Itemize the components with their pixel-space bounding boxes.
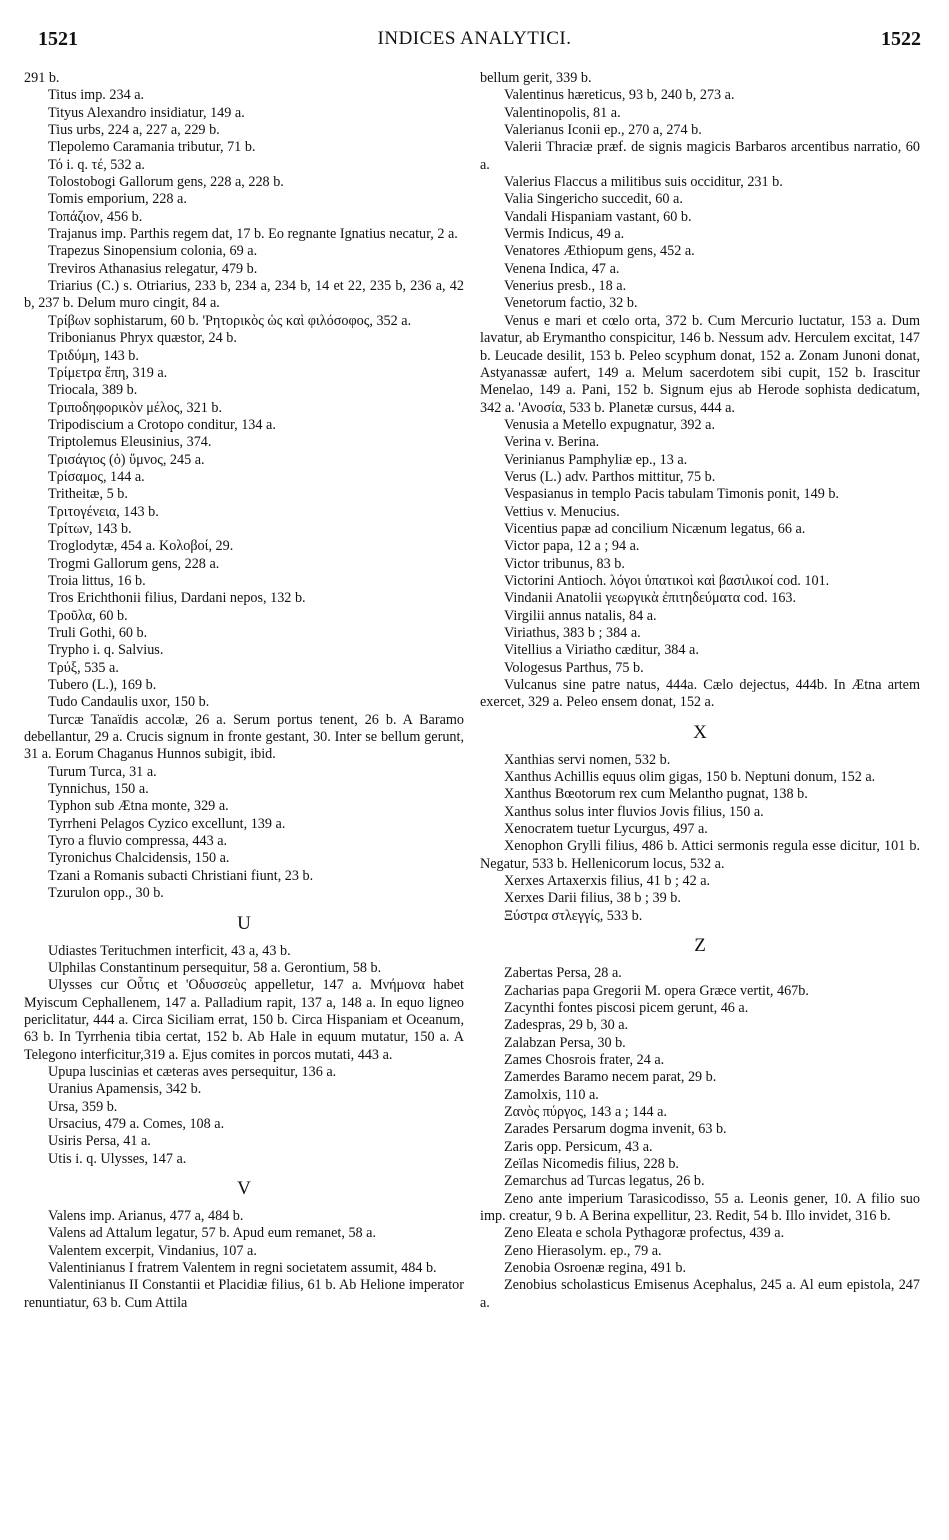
index-entry: Τρίβων sophistarum, 60 b. 'Ρητορικὸς ὡς καὶ φιλόσοφος, 352 a. xyxy=(48,312,412,329)
index-entry: Venena Indica, 47 a. xyxy=(504,260,620,277)
index-entry: Vandali Hispaniam vastant, 60 b. xyxy=(504,208,692,225)
index-entry: Tomis emporium, 228 a. xyxy=(48,191,187,208)
index-entry: Tyronichus Chalcidensis, 150 a. xyxy=(48,850,230,867)
index-entry: Zamolxis, 110 a. xyxy=(504,1086,599,1103)
index-entry: Valentinianus I fratrem Valentem in regni societatem assumit, 484 b. xyxy=(48,1260,437,1276)
index-entry: Tritheitæ, 5 b. xyxy=(48,486,128,503)
index-entry: Τροῦλα, 60 b. xyxy=(48,607,128,624)
index-entry: Ξύστρα στλεγγίς, 533 b. xyxy=(504,907,643,924)
index-entry: Tros Erichthonii filius, Dardani nepos, 132 b. xyxy=(48,590,306,607)
index-entry: Xerxes Artaxerxis filius, 41 b ; 42 a. xyxy=(504,873,711,890)
index-entry: Valens ad Attalum legatur, 57 b. Apud eum remanet, 58 a. xyxy=(48,1225,377,1242)
index-entry: Tolostobogi Gallorum gens, 228 a, 228 b. xyxy=(48,174,284,191)
index-entry: Udiastes Terituchmen interficit, 43 a, 43 b. xyxy=(48,942,291,959)
index-entry: Tribonianus Phryx quæstor, 24 b. xyxy=(48,330,237,347)
index-entry: Vologesus Parthus, 75 b. xyxy=(504,659,644,676)
index-entry: Utis i. q. Ulysses, 147 a. xyxy=(48,1150,187,1167)
index-entry: Triptolemus Eleusinius, 374. xyxy=(48,434,212,451)
index-entry: Valerianus Iconii ep., 270 a, 274 b. xyxy=(504,122,702,139)
index-entry: Venatores Æthiopum gens, 452 a. xyxy=(504,243,695,260)
index-entry: Upupa luscinias et cæteras aves persequitur, 136 a. xyxy=(48,1063,337,1080)
index-entry: Xanthus Achillis equus olim gigas, 150 b. Neptuni donum, 152 a. xyxy=(504,769,876,786)
index-entry: Tubero (L.), 169 b. xyxy=(48,677,157,694)
index-entry: Ursacius, 479 a. Comes, 108 a. xyxy=(48,1115,225,1132)
index-entry: 291 b. xyxy=(24,70,60,86)
index-entry: Valens imp. Arianus, 477 a, 484 b. xyxy=(48,1207,244,1224)
index-entry: Venus e mari et cœlo orta, 372 b. Cum Mercurio luctatur, 153 a. Dum lavatur, ab Erymantho conspicitur, 146 b. Nessum adv. Herculem excitat, 147 b. Leucade desilit, 153 b. Peleo scyphum donat, 152 a. Zonam Junoni donat, Astyanassæ aufert, 149 a. Melum sacerdotem sibi cupit, 152 b. Irascitur Menelao, 149 a. Pani, 152 b. Signum ejus ab Herode sophista dedicatum, 342 a. 'Ανοσία, 533 b. Planetæ cursus, 444 a. xyxy=(480,312,920,416)
index-entry: Tityus Alexandro insidiatur, 149 a. xyxy=(48,104,245,121)
index-entry: Virgilii annus natalis, 84 a. xyxy=(504,607,657,624)
index-entry: Zeno Hierasolym. ep., 79 a. xyxy=(504,1242,662,1259)
index-entry: Ulysses cur Οὖτις et 'Οδυσσεὺς appelletur, 147 a. Μνήμονα habet Myiscum Cephallenem, 147 a. Palladium rapit, 137 a, 148 a. In equo ligneo periclitatur, 444 a. Circa Siciliam errat, 150 b. Circa Hispaniam et Oceanum, 63 b. In Tyrrhenia tibia certat, 152 b. Ab Hale in equum mutatur, 150 a. A Telegono interficitur,319 a. Ejus comites in porcos mutati, 443 a. xyxy=(24,977,464,1063)
section-letter: V xyxy=(237,1177,251,1199)
index-entry: Τρίμετρα ἔπη, 319 a. xyxy=(48,364,168,381)
index-entry: Valerii Thraciæ præf. de signis magicis Barbaros arcentibus narratio, 60 a. xyxy=(480,139,920,173)
index-entry: Verina v. Berina. xyxy=(504,434,600,451)
section-letter: Z xyxy=(694,935,706,957)
index-entry: Tlepolemo Caramania tributur, 71 b. xyxy=(48,139,256,156)
index-entry: Trypho i. q. Salvius. xyxy=(48,642,164,659)
index-entry: Zaris opp. Persicum, 43 a. xyxy=(504,1138,653,1155)
index-entry: Valerius Flaccus a militibus suis occiditur, 231 b. xyxy=(504,174,783,191)
index-entry: Τρίτων, 143 b. xyxy=(48,520,132,537)
index-entry: Usiris Persa, 41 a. xyxy=(48,1133,151,1150)
index-entry: Τριτογένεια, 143 b. xyxy=(48,503,159,520)
index-entry: Vitellius a Viriatho cæditur, 384 a. xyxy=(504,642,699,659)
index-entry: Τρισάγιος (ὁ) ὕμνος, 245 a. xyxy=(48,451,205,468)
index-entry: Viriathus, 383 b ; 384 a. xyxy=(504,625,641,641)
section-letter: U xyxy=(237,912,251,934)
index-entry: Zeno Eleata e schola Pythagoræ profectus, 439 a. xyxy=(504,1225,785,1242)
index-entry: Ulphilas Constantinum persequitur, 58 a. Gerontium, 58 b. xyxy=(48,959,382,976)
index-entry: Tynnichus, 150 a. xyxy=(48,781,149,798)
index-entry: Victor papa, 12 a ; 94 a. xyxy=(504,538,640,555)
index-entry: Uranius Apamensis, 342 b. xyxy=(48,1081,202,1098)
index-entry: Vettius v. Menucius. xyxy=(504,503,620,520)
index-entry: Xenocratem tuetur Lycurgus, 497 a. xyxy=(504,821,708,838)
index-entry: Valentem excerpit, Vindanius, 107 a. xyxy=(48,1242,257,1259)
index-entry: Trapezus Sinopensium colonia, 69 a. xyxy=(48,243,258,260)
page-number-right: 1522 xyxy=(881,28,921,50)
index-entry: Valentinianus II Constantii et Placidiæ filius, 61 b. Ab Helione imperator renuntiatur, 63 b. Cum Attila xyxy=(24,1277,464,1311)
index-entry: Vulcanus sine patre natus, 444a. Cælo dejectus, 444b. In Ætna artem exercet, 329 a. Peleo ensem donat, 152 a. xyxy=(480,677,920,711)
index-entry: Tius urbs, 224 a, 227 a, 229 b. xyxy=(48,122,220,139)
index-entry: Trogmi Gallorum gens, 228 a. xyxy=(48,555,220,572)
index-entry: Xanthus Bœotorum rex cum Melantho pugnat, 138 b. xyxy=(504,786,808,803)
index-entry: Zenobia Osroenæ regina, 491 b. xyxy=(504,1260,687,1276)
index-entry: Tzurulon opp., 30 b. xyxy=(48,885,164,902)
index-entry: Zames Chosrois frater, 24 a. xyxy=(504,1051,665,1068)
index-entry: Tripodiscium a Crotopo conditur, 134 a. xyxy=(48,416,276,433)
page-number-left: 1521 xyxy=(38,28,78,50)
index-entry: Typhon sub Ætna monte, 329 a. xyxy=(48,798,229,815)
index-entry: Zenobius scholasticus Emisenus Acephalus, 245 a. Al eum epistola, 247 a. xyxy=(480,1277,920,1311)
index-entry: Zeïlas Nicomedis filius, 228 b. xyxy=(504,1155,679,1172)
index-entry: Venetorum factio, 32 b. xyxy=(504,295,638,312)
index-entry: Vespasianus in templo Pacis tabulam Timonis ponit, 149 b. xyxy=(504,486,839,503)
index-entry: Tzani a Romanis subacti Christiani fiunt, 23 b. xyxy=(48,867,314,884)
index-entry: Zacharias papa Gregorii M. opera Græce vertit, 467b. xyxy=(504,982,809,999)
index-entry: Turcæ Tanaïdis accolæ, 26 a. Serum portus tenent, 26 b. A Baramo debellantur, 29 a. Crucis signum in fronte gestant, 30. Inter se bellum gerunt, 31 a. Eorum Chaganus Hunnos subigit, ibid. xyxy=(24,711,464,763)
index-entry: Titus imp. 234 a. xyxy=(48,87,145,104)
index-entry: Zabertas Persa, 28 a. xyxy=(504,965,622,982)
index-entry: Τριδύμη, 143 b. xyxy=(48,347,139,364)
index-entry: Triarius (C.) s. Otriarius, 233 b, 234 a, 234 b, 14 et 22, 235 b, 236 a, 42 b, 237 b. Delum muro cingit, 84 a. xyxy=(24,278,464,312)
index-entry: Τοπάζιον, 456 b. xyxy=(48,208,143,225)
index-entry: bellum gerit, 339 b. xyxy=(480,70,592,86)
right-column xyxy=(480,70,920,1312)
index-entry: Venusia a Metello expugnatur, 392 a. xyxy=(504,416,716,433)
index-entry: Troglodytæ, 454 a. Κολοβοί, 29. xyxy=(48,538,234,555)
index-entry: Triocala, 389 b. xyxy=(48,382,138,399)
index-entry: Zadespras, 29 b, 30 a. xyxy=(504,1017,629,1034)
index-entry: Trajanus imp. Parthis regem dat, 17 b. Eo regnante Ignatius necatur, 2 a. xyxy=(48,226,458,243)
index-entry: Vermis Indicus, 49 a. xyxy=(504,226,625,243)
index-entry: Treviros Athanasius relegatur, 479 b. xyxy=(48,260,258,277)
index-entry: Xerxes Darii filius, 38 b ; 39 b. xyxy=(504,890,681,907)
index-entry: Xanthias servi nomen, 532 b. xyxy=(504,751,671,768)
index-entry: Ζανὸς πύργος, 143 a ; 144 a. xyxy=(504,1103,667,1120)
index-entry: Valentinopolis, 81 a. xyxy=(504,104,621,121)
index-entry: Xenophon Grylli filius, 486 b. Attici sermonis regula esse dicitur, 101 b. Negatur, 533 b. Hellenicorum locus, 532 a. xyxy=(480,838,920,872)
index-entry: Zalabzan Persa, 30 b. xyxy=(504,1034,626,1051)
index-entry: Zarades Persarum dogma invenit, 63 b. xyxy=(504,1121,727,1138)
index-entry: Τριποδηφορικὸν μέλος, 321 b. xyxy=(48,399,223,416)
index-entry: Vicentius papæ ad concilium Nicænum legatus, 66 a. xyxy=(504,520,806,537)
index-entry: Valia Singericho succedit, 60 a. xyxy=(504,191,683,208)
index-entry: Xanthus solus inter fluvios Jovis filius, 150 a. xyxy=(504,803,764,820)
index-entry: Verus (L.) adv. Parthos mittitur, 75 b. xyxy=(504,468,716,485)
index-entry: Τό i. q. τέ, 532 a. xyxy=(48,156,145,173)
index-entry: Zamerdes Baramo necem parat, 29 b. xyxy=(504,1069,717,1086)
page-header xyxy=(0,28,949,56)
index-entry: Vindanii Anatolii γεωργικὰ ἐπιτηδεύματα cod. 163. xyxy=(504,590,797,607)
index-entry: Venerius presb., 18 a. xyxy=(504,278,627,295)
left-column xyxy=(24,70,464,1312)
running-title: INDICES ANALYTICI. xyxy=(377,28,572,49)
index-entry: Zacynthi fontes piscosi picem gerunt, 46 a. xyxy=(504,999,749,1016)
index-entry: Zemarchus ad Turcas legatus, 26 b. xyxy=(504,1173,705,1190)
index-entry: Tudo Candaulis uxor, 150 b. xyxy=(48,694,210,711)
index-entry: Turum Turca, 31 a. xyxy=(48,763,157,780)
index-entry: Truli Gothi, 60 b. xyxy=(48,625,148,641)
index-entry: Victorini Antioch. λόγοι ὑπατικοὶ καὶ βασιλικοί cod. 101. xyxy=(504,572,830,589)
index-entry: Tyro a fluvio compressa, 443 a. xyxy=(48,833,228,850)
index-entry: Τρύξ, 535 a. xyxy=(48,659,119,676)
index-entry: Tyrrheni Pelagos Cyzico excellunt, 139 a. xyxy=(48,815,286,832)
section-letter: X xyxy=(693,721,707,743)
index-entry: Verinianus Pamphyliæ ep., 13 a. xyxy=(504,451,688,468)
index-entry: Valentinus hæreticus, 93 b, 240 b, 273 a. xyxy=(504,87,735,104)
index-entry: Ursa, 359 b. xyxy=(48,1098,118,1115)
index-entry: Victor tribunus, 83 b. xyxy=(504,555,625,572)
index-entry: Troia littus, 16 b. xyxy=(48,572,146,589)
index-entry: Zeno ante imperium Tarasicodisso, 55 a. Leonis gener, 10. A filio suo imp. creatur, 9 b. A Berina expellitur, 23. Redit, 54 b. Illo invidet, 316 b. xyxy=(480,1190,920,1224)
index-entry: Τρίσαμος, 144 a. xyxy=(48,468,145,485)
